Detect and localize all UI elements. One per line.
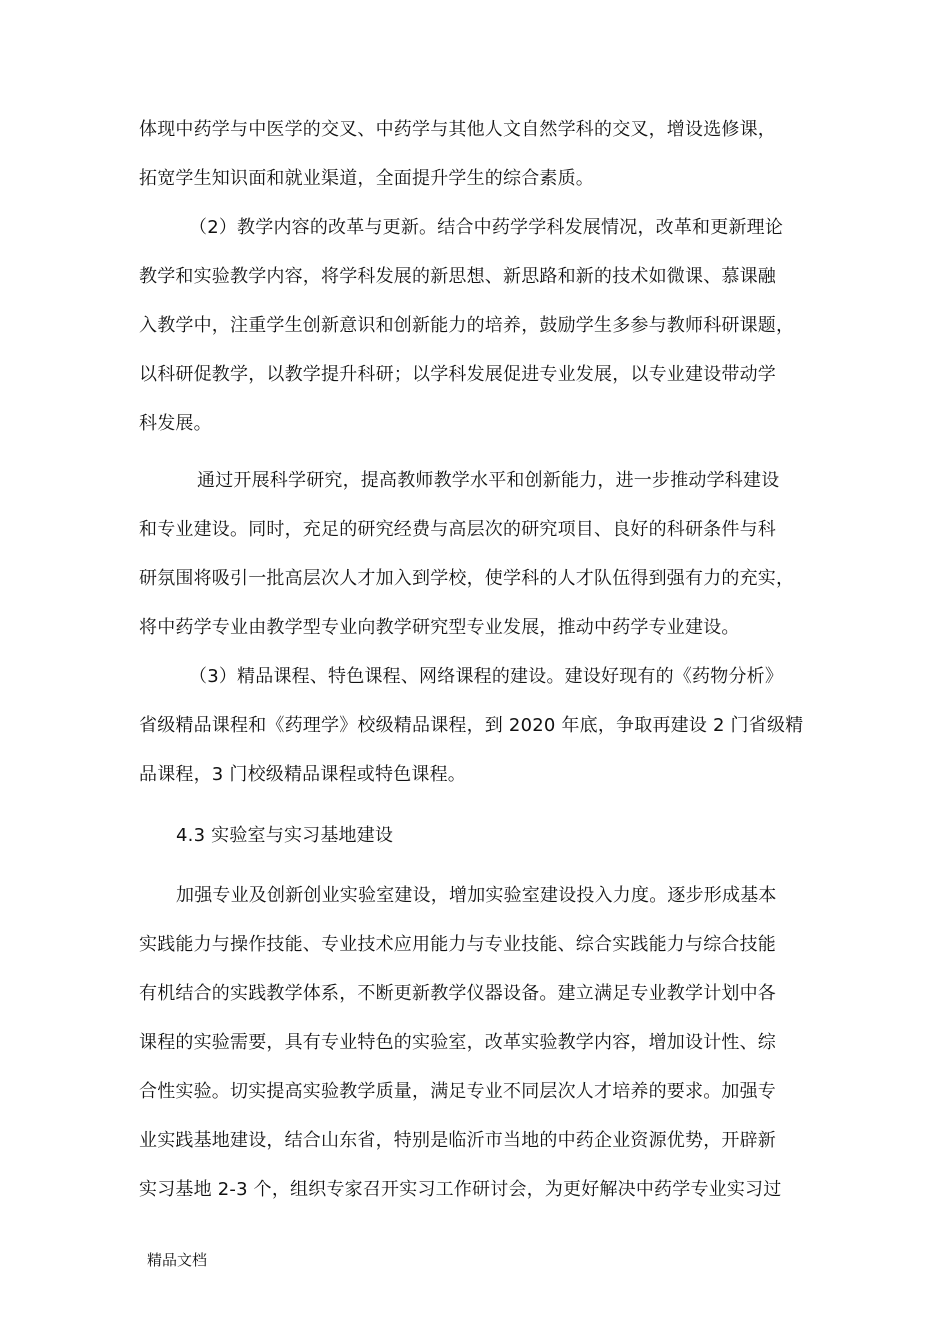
text-line: 品课程，3 门校级精品课程或特色课程。: [139, 764, 466, 785]
text-line: 科发展。: [139, 413, 212, 434]
text-line: 通过开展科学研究，提高教师教学水平和创新能力，进一步推动学科建设: [197, 470, 780, 491]
text-line: （3）精品课程、特色课程、网络课程的建设。建设好现有的《药物分析》: [189, 666, 784, 687]
text-line: 将中药学专业由教学型专业向教学研究型专业发展，推动中药学专业建设。: [139, 617, 740, 638]
section-heading: 4.3 实验室与实习基地建设: [176, 825, 394, 846]
text-line: （2）教学内容的改革与更新。结合中药学学科发展情况，改革和更新理论: [189, 217, 784, 238]
text-line: 业实践基地建设，结合山东省，特别是临沂市当地的中药企业资源优势，开辟新: [139, 1130, 776, 1151]
text-line: 以科研促教学，以教学提升科研；以学科发展促进专业发展，以专业建设带动学: [139, 364, 776, 385]
text-line: 加强专业及创新创业实验室建设，增加实验室建设投入力度。逐步形成基本: [176, 885, 777, 906]
text-line: 研氛围将吸引一批高层次人才加入到学校，使学科的人才队伍得到强有力的充实，: [139, 568, 795, 589]
text-line: 合性实验。切实提高实验教学质量，满足专业不同层次人才培养的要求。加强专: [139, 1081, 776, 1102]
text-line: 有机结合的实践教学体系，不断更新教学仪器设备。建立满足专业教学计划中各: [139, 983, 776, 1004]
text-line: 拓宽学生知识面和就业渠道，全面提升学生的综合素质。: [139, 168, 594, 189]
text-line: 实践能力与操作技能、专业技术应用能力与专业技能、综合实践能力与综合技能: [139, 934, 776, 955]
text-line: 实习基地 2-3 个，组织专家召开实习工作研讨会，为更好解决中药学专业实习过: [139, 1179, 782, 1200]
text-line: 入教学中，注重学生创新意识和创新能力的培养，鼓励学生多参与教师科研课题，: [139, 315, 795, 336]
text-line: 体现中药学与中医学的交叉、中药学与其他人文自然学科的交叉，增设选修课，: [139, 119, 776, 140]
text-line: 教学和实验教学内容，将学科发展的新思想、新思路和新的技术如微课、慕课融: [139, 266, 776, 287]
text-line: 和专业建设。同时，充足的研究经费与高层次的研究项目、良好的科研条件与科: [139, 519, 776, 540]
text-line: 省级精品课程和《药理学》校级精品课程，到 2020 年底，争取再建设 2 门省级精: [139, 715, 804, 736]
text-line: 课程的实验需要，具有专业特色的实验室，改革实验教学内容，增加设计性、综: [139, 1032, 776, 1053]
footer-watermark: 精品文档: [147, 1251, 208, 1269]
